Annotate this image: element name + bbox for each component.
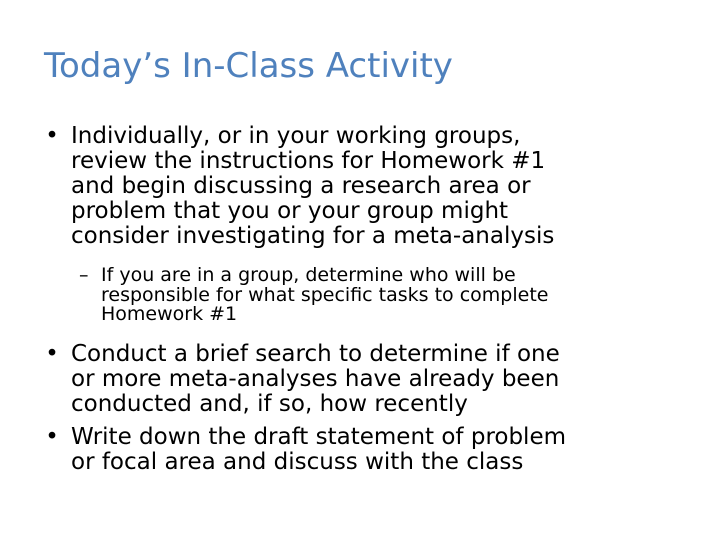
bullet-line: Write down the draft statement of problem xyxy=(71,424,567,450)
sub-bullet-line: responsible for what specific tasks to complete xyxy=(101,283,549,306)
sub-bullet-marker: – xyxy=(79,264,89,286)
bullet-line: or focal area and discuss with the class xyxy=(71,449,524,475)
bullet-item-2 xyxy=(45,341,671,417)
bullet-item-1 xyxy=(45,123,671,249)
bullet-marker: • xyxy=(45,123,59,149)
bullet-line: Conduct a brief search to determine if one xyxy=(71,341,560,367)
bullet-marker: • xyxy=(45,341,59,367)
bullet-line: consider investigating for a meta-analysis xyxy=(71,223,555,249)
bullet-line: Individually, or in your working groups, xyxy=(71,123,521,149)
bullet-item-3 xyxy=(45,424,671,475)
bullet-line: review the instructions for Homework #1 xyxy=(71,148,546,174)
bullet-marker: • xyxy=(45,424,59,450)
bullet-line: and begin discussing a research area or xyxy=(71,173,531,199)
bullet-line: problem that you or your group might xyxy=(71,198,509,224)
sub-bullet-line: Homework #1 xyxy=(101,303,238,325)
sub-bullet-line: If you are in a group, determine who will be xyxy=(101,264,516,286)
slide-title: Today’s In-Class Activity xyxy=(44,46,453,86)
sub-bullet-item-1 xyxy=(79,264,701,325)
bullet-line: conducted and, if so, how recently xyxy=(71,391,468,417)
bullet-line: or more meta-analyses have already been xyxy=(71,366,560,392)
